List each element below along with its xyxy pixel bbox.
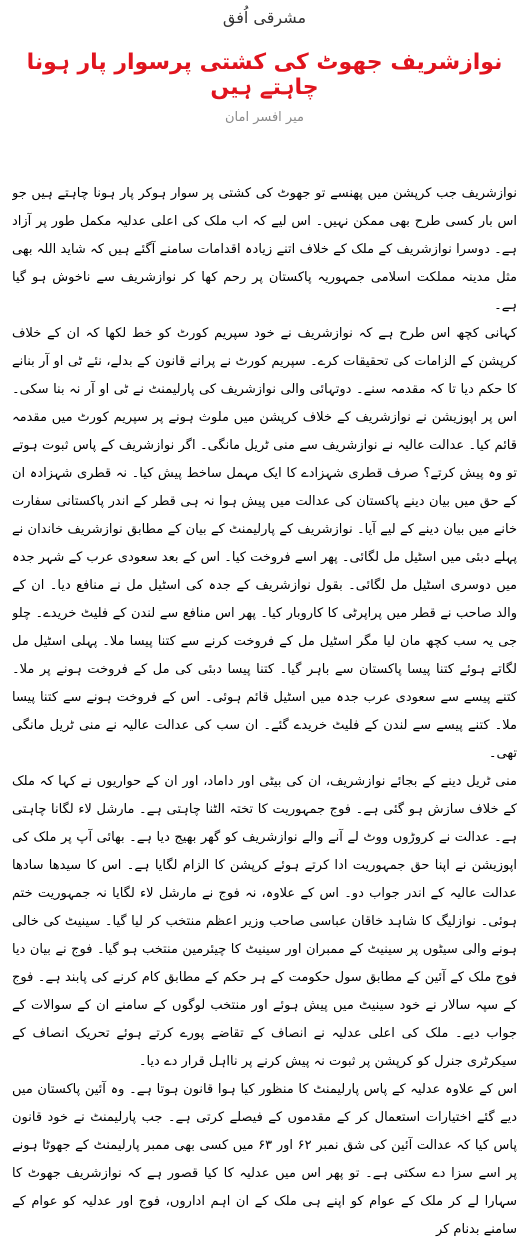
article-headline: نوازشریف جھوٹ کی کشتی پرسوار پار ہونا چاہتے ہیں [26,50,503,100]
article-paragraph: نوازشریف جب کرپشن میں پھنسے تو جھوٹ کی کشتی پر سوار ہوکر پار ہونا چاہتے ہیں جو اس بار کسی طرح بھی ممکن نہیں۔ اس لیے کہ اب ملک کی اعلی عدلیہ مکمل طور پر آزاد ہے۔ دوسرا نوازشریف کے ملک کے خلاف اتنے زیادہ اقدامات سامنے آگئے ہیں کہ شاید اللہ بھی مثل مدینہ مملکت اسلامی جمہوریہ پاکستان پر رحم کھا کر نوازشریف سے ناخوش ہو گیا ہے۔ [12,186,517,313]
article-paragraph: منی ٹریل دینے کے بجائے نوازشریف، ان کی بیٹی اور داماد، اور ان کے حواریوں نے کہا کہ ملک کے خلاف سازش ہو گئی ہے۔ فوج جمہوریت کا تختہ الٹنا چاہتی ہے۔ مارشل لاء لگانا چاہتی ہے۔ عدالت نے کروڑوں ووٹ لے آنے والے نوازشریف کو گھر بھیج دیا ہے۔ بھائی آپ پر ملک کی اپوزیشن نے اپنا حق جمہوریت ادا کرتے ہوئے کرپشن کا الزام لگایا ہے۔ اس کا سیدھا سادھا عدالت عالیہ کے اندر جواب دو۔ اس کے علاوہ، نہ فوج نے مارشل لاء لگایا نہ جمہوریت ختم ہوئی۔ نوازلیگ کا شاہد خاقان عباسی صاحب وزیر اعظم منتخب کر لیا گیا۔ سینیٹ کی خالی ہونے والی سیٹوں پر سینیٹ کے ممبران اور سینیٹ کا چیئرمین منتخب ہو گیا۔ فوج نے بیان دیا فوج ملک کے آئین کے مطابق سول حکومت کے ہر حکم کے مطابق کام کرنے کی پابند ہے۔ فوج کے سپہ سالار نے خود سینیٹ میں پیش ہوئے اور منتخب لوگوں کے سامنے ان کے سوالات کے جواب دیے۔ ملک کی اعلی عدلیہ نے انصاف کے تقاضے پورے کرتے ہوئے تحریک انصاف کے سیکرٹری جنرل کو کرپشن پر ثبوت نہ پیش کرنے پر نااہل قرار دے دیا۔ [12,774,517,1069]
article-paragraph: کہانی کچھ اس طرح ہے کہ نوازشریف نے خود سپریم کورٹ کو خط لکھا کہ ان کے خلاف کرپشن کے الزامات کی تحقیقات کرے۔ سپریم کورٹ نے پرانے قانون کے بدلے، نئے ٹی او آر بنانے کا حکم دیا تا کہ مقدمہ سنے۔ دوتہائی والی نوازشریف کی پارلیمنٹ نے ٹی او آر نہ بنا سکی۔ اس پر اپوزیشن نے نوازشریف کے خلاف کرپشن میں ملوث ہونے پر سپریم کورٹ میں مقدمہ قائم کیا۔ عدالت عالیہ نے نوازشریف سے منی ٹریل مانگی۔ اگر نوازشریف کے پاس ثبوت ہوتے تو وہ پیش کرتے؟ صرف قطری شہزادے کا ایک مہمل ساخط پیش کیا۔ نہ قطری شہزادہ ان کے حق میں بیان دینے پاکستان کی عدالت میں پیش ہوا نہ ہی قطر کے اندر پاکستانی سفارت خانے میں بیان دینے کے لیے آیا۔ نوازشریف کے پارلیمنٹ کے بیان کے مطابق نوازشریف خاندان نے پہلے دبئی میں اسٹیل مل لگائی۔ پھر اسے فروخت کیا۔ اس کے بعد سعودی عرب کے شہر جدہ میں دوسری اسٹیل مل لگائی۔ بقول نوازشریف کے جدہ کی اسٹیل مل نے منافع دیا۔ ان کے والد صاحب نے قطر میں پراپرٹی کا کاروبار کیا۔ پھر اس منافع سے لندن کے فلیٹ خریدے۔ چلو جی یہ سب کچھ مان لیا مگر اسٹیل مل کے فروخت کرنے سے کتنا پیسا ملا۔ پہلی اسٹیل مل لگاتے ہوئے کتنا پیسا پاکستان سے باہر گیا۔ کتنا پیسا دبئی کی مل کے فروخت ہونے پر ملا۔ کتنے پیسے سے سعودی عرب جدہ میں اسٹیل قائم ہوئی۔ اس کے فروخت ہونے سے کتنا پیسا ملا۔ کتنے پیسے سے لندن کے فلیٹ خریدے گئے۔ ان سب کی عدالت عالیہ نے منی ٹریل مانگی تھی۔ [12,326,517,761]
article-paragraph: اس کے علاوہ عدلیہ کے پاس پارلیمنٹ کا منظور کیا ہوا قانون ہوتا ہے۔ وہ آئین پاکستان میں دیے گئے اختیارات استعمال کر کے مقدموں کے فیصلے کرتی ہے۔ جب پارلیمنٹ نے خود قانون پاس کیا کہ عدالت آئین کی شق نمبر ۶۲ اور ۶۳ میں کسی بھی ممبر پارلیمنٹ کے جھوٹا ہونے پر اسے سزا دے سکتی ہے۔ تو پھر اس میں عدلیہ کا کیا قصور ہے کہ نوازشریف جھوٹ کا سہارا لے کر ملک کے عوام کو اپنے ہی ملک کے ان اہم اداروں، فوج اور عدلیہ کو عوام کے سامنے بدنام کر [12,1082,517,1237]
column-name: مشرقی اُفق [222,8,307,27]
article-body [12,180,517,1255]
author-byline: میر افسر امان [224,110,304,125]
